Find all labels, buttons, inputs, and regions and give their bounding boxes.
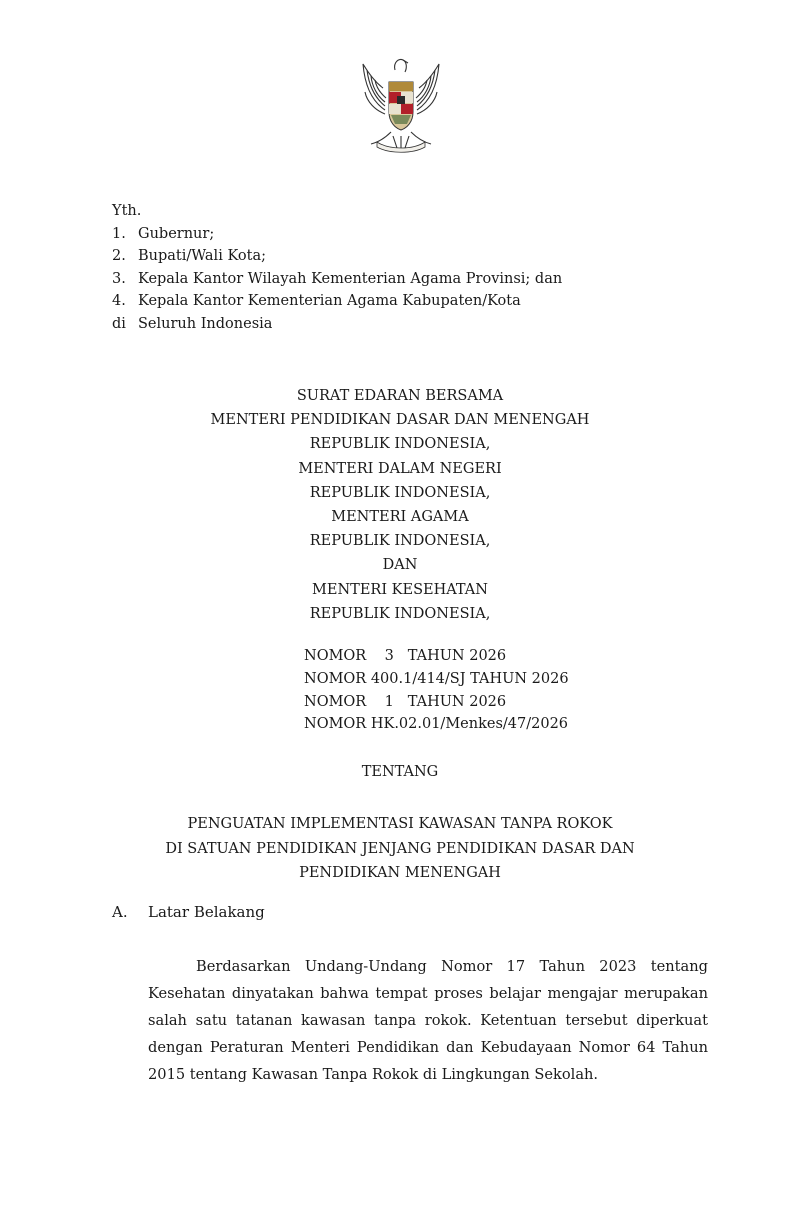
addressee-item xyxy=(112,290,562,313)
addressee-item-text: Kepala Kantor Kementerian Agama Kabupaten/Kota xyxy=(138,293,521,309)
title-line: REPUBLIK INDONESIA, xyxy=(309,533,491,550)
title-line: MENTERI DALAM NEGERI xyxy=(298,460,502,477)
section-title: Latar Belakang xyxy=(148,903,265,921)
document-number-line: NOMOR HK.02.01/Menkes/47/2026 xyxy=(304,716,569,733)
document-subject xyxy=(0,812,800,886)
title-line: REPUBLIK INDONESIA, xyxy=(309,605,491,622)
location-prefix: di xyxy=(112,315,126,332)
addressee-location xyxy=(112,313,562,336)
addressee-block xyxy=(112,200,562,335)
document-number-line: NOMOR 1 TAHUN 2026 xyxy=(304,693,507,710)
subject-line: PENGUATAN IMPLEMENTASI KAWASAN TANPA ROKOK xyxy=(187,816,613,832)
addressee-item-number: 4. xyxy=(112,293,126,309)
document-number-block xyxy=(304,645,569,736)
document-number-line: NOMOR 400.1/414/SJ TAHUN 2026 xyxy=(304,670,569,687)
title-line: REPUBLIK INDONESIA, xyxy=(309,484,491,501)
addressee-item-number: 3. xyxy=(112,270,126,287)
section-heading xyxy=(112,903,265,921)
title-line: MENTERI KESEHATAN xyxy=(312,581,488,598)
title-line: MENTERI AGAMA xyxy=(331,509,469,526)
location-text: Seluruh Indonesia xyxy=(138,315,273,332)
addressee-item-number: 1. xyxy=(112,225,126,242)
garuda-pancasila-emblem-icon xyxy=(355,52,447,156)
document-title-block xyxy=(0,384,800,626)
section-paragraph: Berdasarkan Undang-Undang Nomor 17 Tahun 2023 tentang Kesehatan dinyatakan bahwa tempat proses belajar mengajar merupakan salah satu tatanan kawasan tanpa rokok. Ketentuan tersebut diperkuat dengan Peraturan Menteri Pendidikan dan Kebudayaan Nomor 64 Tahun 2015 tentang Kawasan Tanpa Rokok di Lingkungan Sekolah. xyxy=(148,958,708,1083)
addressee-item-text: Bupati/Wali Kota; xyxy=(138,248,266,264)
addressee-item xyxy=(112,268,562,291)
document-number-line: NOMOR 3 TAHUN 2026 xyxy=(304,648,507,664)
title-line: REPUBLIK INDONESIA, xyxy=(309,436,491,453)
tentang-label: TENTANG xyxy=(361,764,439,780)
title-line: MENTERI PENDIDIKAN DASAR DAN MENENGAH xyxy=(210,412,590,429)
subject-line: DI SATUAN PENDIDIKAN JENJANG PENDIDIKAN DASAR DAN xyxy=(165,840,635,857)
addressee-item-text: Kepala Kantor Wilayah Kementerian Agama Provinsi; dan xyxy=(138,270,563,287)
subject-line: PENDIDIKAN MENENGAH xyxy=(299,865,501,881)
title-line: SURAT EDARAN BERSAMA xyxy=(296,388,504,404)
salutation: Yth. xyxy=(112,203,142,219)
addressee-item xyxy=(112,245,562,268)
addressee-item-number: 2. xyxy=(112,248,126,264)
addressee-item-text: Gubernur; xyxy=(138,225,215,242)
addressee-item xyxy=(112,223,562,246)
title-line: DAN xyxy=(382,557,418,574)
section-letter: A. xyxy=(112,903,128,921)
